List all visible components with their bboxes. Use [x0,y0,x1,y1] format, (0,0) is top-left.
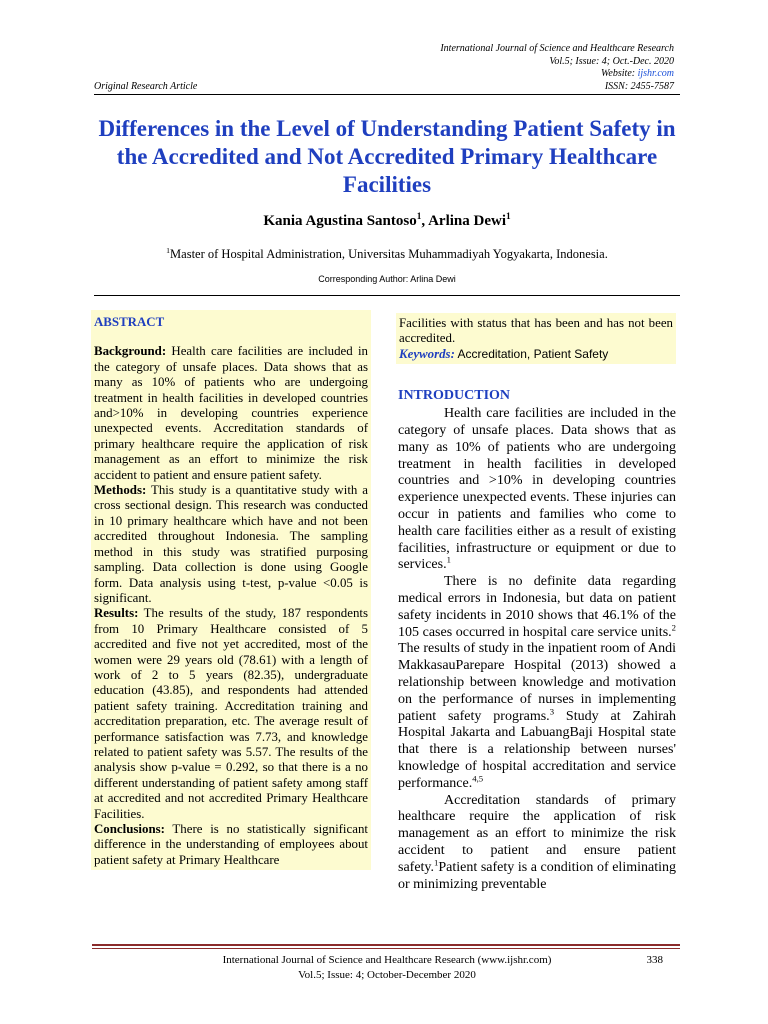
background-label: Background: [94,344,167,359]
intro-paragraph-2 [398,574,676,792]
title-divider [94,295,680,296]
results-text: The results of the study, 187 respondents from 10 Primary Healthcare consisted of 5 accredited and five not yet accredited, most of the women were 29 years old (78.61) with a length of work of 2 to 5 years (82.35), undergraduate education (43.85), and respondents had attended patient safety training. Accreditation training and accreditation preparation, etc. The average result of performance satisfaction was 7.73, and knowledge related to patient safety was 5.57. The results of the analysis show p-value = 0.292, so that there is a no different understanding of patient safety among staff at accredited and not accredited Primary Healthcare Facilities. [94,606,368,821]
author-list [94,213,680,230]
author-1: Kania Agustina Santoso [263,213,417,229]
abstract-background [94,344,368,483]
introduction-body [398,406,676,893]
website-link[interactable]: ijshr.com [637,68,674,79]
keywords-label: Keywords: [399,346,455,361]
corresponding-author: Corresponding Author: Arlina Dewi [318,274,456,284]
paper-title: Differences in the Level of Understanding Patient Safety in the Accredited and Not Accredited Primary Healthcare Facilities [98,116,676,197]
intro-p3b-text: Patient safety is a condition of eliminating or minimizing preventable [398,859,676,892]
right-column [396,313,676,893]
author-separator: , [421,213,429,229]
abstract-results [94,606,368,822]
journal-issn: ISSN: 2455-7587 [604,80,674,92]
author-2: Arlina Dewi [428,213,506,229]
abstract-conclusions [94,822,368,868]
website-label: Website: [601,68,638,79]
intro-p2b-text: The results of study in the inpatient room of Andi MakkasauParepare Hospital (2013) showed a relationship between knowledge and motivation on the performance of nurses in implementing patient safety programs. [398,641,676,724]
footer-volume: Vol.5; Issue: 4; October-December 2020 [298,969,476,981]
abstract-column [91,310,371,870]
intro-p1-text: Health care facilities are included in the category of unsafe places. Data shows that as many as 10% of patients who are undergoing treatment in health facilities in developed countries and >10% in developing countries experience unexpected events. These injuries can occur in patients and families who come to health care facilities either as a result of existing facilities, infrastructure or equipment or due to services. [398,406,676,573]
author-1-affil: 1 [416,212,422,222]
citation-4-5: 4,5 [472,773,484,784]
abstract-continued: Facilities with status that has been and has not been accredited. [399,316,673,346]
journal-volume: Vol.5; Issue: 4; Oct.-Dec. 2020 [549,55,674,67]
abstract-continued-box [396,313,676,364]
footer-rule-thin [92,948,680,949]
footer-journal: International Journal of Science and Healthcare Research (www.ijshr.com) [222,954,552,966]
author-2-affil: 1 [506,212,511,222]
intro-p2c-text: Study at Zahirah Hospital Jakarta and LabuangBaji Hospital state that there is a relationship between nurses' knowledge of hospital accreditation and service performance. [398,708,677,791]
intro-paragraph-1 [398,406,676,574]
keywords-text: Accreditation, Patient Safety [454,346,609,361]
introduction-heading: INTRODUCTION [398,388,511,404]
keywords [399,347,673,362]
intro-paragraph-3 [398,793,676,894]
abstract-heading: ABSTRACT [94,315,165,329]
citation-1: 1 [446,554,451,565]
citation-1b: 1 [434,857,439,868]
citation-2: 2 [671,621,676,632]
affiliation-text: Master of Hospital Administration, Universitas Muhammadiyah Yogyakarta, Indonesia. [170,247,608,261]
article-type: Original Research Article [94,81,198,92]
intro-p2a-text: There is no definite data regarding medical errors in Indonesia, but data on patient safety incidents in 2010 shows that 46.1% of the 105 cases occurred in hospital care service units. [398,574,676,640]
header-divider [94,94,680,95]
background-text: Health care facilities are included in the category of unsafe places. Data shows that as many as 10% of patients who are undergoing treatment in health facilities in developed countries and>10% in developing countries experience unexpected events. Accreditation standards of primary healthcare require the application of risk management as an effort to minimize the risk accident to patient and ensure patient safety. [94,344,368,482]
conclusions-label: Conclusions: [94,822,165,836]
results-label: Results: [94,606,139,621]
abstract-box [91,310,371,870]
page-number: 338 [646,954,663,966]
journal-header [440,43,674,93]
intro-p3a-text: Accreditation standards of primary healthcare require the application of risk management as an effort to minimize the risk accident to patient and ensure patient safety. [398,792,676,875]
methods-label: Methods: [94,483,147,498]
citation-3: 3 [549,705,555,716]
conclusions-text: There is no statistically significant difference in the understanding of employees about patient safety at Primary Healthcare [94,822,368,867]
affiliation-marker: 1 [166,245,171,255]
affiliation [94,247,680,262]
footer-rule-thick [92,944,680,946]
abstract-methods [94,483,368,606]
methods-text: This study is a quantitative study with a cross sectional design. This research was conducted in 10 primary healthcare which have and not been accredited throughout Indonesia. The sampling method in this study was stratified purposing sampling. Data collection is done using Google form. Data analysis using t-test, p-value <0.05 is significant. [94,483,368,605]
journal-website [440,68,674,81]
journal-name: International Journal of Science and Healthcare Research [440,43,674,54]
